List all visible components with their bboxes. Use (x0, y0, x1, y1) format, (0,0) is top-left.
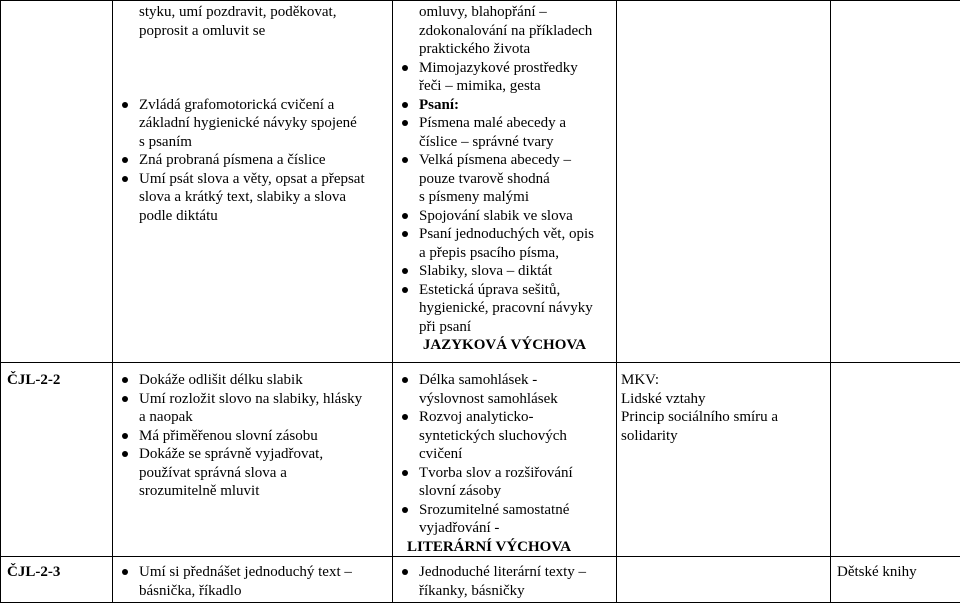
table-row (1, 363, 960, 557)
continuation-line (113, 59, 392, 78)
continuation-line: používat správná slova a (113, 464, 392, 483)
bullet-item: Slabiky, slova – diktát (393, 262, 616, 281)
outcomes-cell (113, 557, 393, 603)
content-cell (393, 1, 617, 363)
continuation-line (113, 40, 392, 59)
continuation-line: srozumitelně mluvit (113, 482, 392, 501)
continuation-line: zdokonalování na příkladech (393, 22, 616, 41)
outcomes-cell (113, 1, 393, 363)
reading-note: Dětské knihy (837, 564, 917, 580)
continuation-line: říkanky, básničky (393, 582, 616, 601)
outcomes-cell (113, 363, 393, 557)
code-cell (1, 557, 113, 603)
section-heading: LITERÁRNÍ VÝCHOVA (393, 538, 616, 557)
note-cell (831, 363, 960, 557)
table-row (1, 557, 960, 603)
cross-curricular-label: MKV: (621, 371, 830, 390)
continuation-line: poprosit a omluvit se (113, 22, 392, 41)
outcomes-list (113, 3, 392, 225)
code-cell (1, 1, 113, 363)
code-cell (1, 363, 113, 557)
bullet-item: Dokáže se správně vyjadřovat, (113, 445, 392, 464)
cross-curricular-topic: Lidské vztahy (621, 390, 830, 409)
bullet-item: Srozumitelné samostatné (393, 501, 616, 520)
continuation-line: hygienické, pracovní návyky (393, 299, 616, 318)
cross-curricular-topic: Princip sociálního smíru a (621, 408, 830, 427)
cross-curricular-topics (621, 371, 830, 445)
bullet-item: Rozvoj analyticko- (393, 408, 616, 427)
bullet-item: Umí rozložit slovo na slabiky, hlásky (113, 390, 392, 409)
continuation-line: básnička, říkadlo (113, 582, 392, 601)
note-cell (831, 557, 960, 603)
bullet-item: Tvorba slov a rozšiřování (393, 464, 616, 483)
outcomes-list (113, 563, 392, 600)
bullet-item: Psaní jednoduchých vět, opis (393, 225, 616, 244)
cross-cell (617, 1, 831, 363)
continuation-line: cvičení (393, 445, 616, 464)
continuation-line: vyjadřování - (393, 519, 616, 538)
continuation-line: pouze tvarově shodná (393, 170, 616, 189)
bullet-item: Velká písmena abecedy – (393, 151, 616, 170)
continuation-line: slovní zásoby (393, 482, 616, 501)
continuation-line: omluvy, blahopřání – (393, 3, 616, 22)
content-list (393, 371, 616, 538)
cross-cell (617, 363, 831, 557)
continuation-line: praktického života (393, 40, 616, 59)
continuation-line: podle diktátu (113, 207, 392, 226)
continuation-line: při psaní (393, 318, 616, 337)
continuation-line: číslice – správné tvary (393, 133, 616, 152)
continuation-line: a přepis psacího písma, (393, 244, 616, 263)
bullet-item: Jednoduché literární texty – (393, 563, 616, 582)
continuation-line: syntetických sluchových (393, 427, 616, 446)
bullet-item: Umí si přednášet jednoduchý text – (113, 563, 392, 582)
outcomes-list (113, 371, 392, 501)
content-cell (393, 363, 617, 557)
continuation-line: a naopak (113, 408, 392, 427)
note-cell (831, 1, 960, 363)
content-cell (393, 557, 617, 603)
bullet-item: Umí psát slova a věty, opsat a přepsat (113, 170, 392, 189)
section-heading: JAZYKOVÁ VÝCHOVA (393, 336, 616, 355)
continuation-line: slova a krátký text, slabiky a slova (113, 188, 392, 207)
bullet-item: Mimojazykové prostředky (393, 59, 616, 78)
continuation-line (113, 77, 392, 96)
cross-curricular-topic: solidarity (621, 427, 830, 446)
outcome-code: ČJL-2-2 (7, 372, 60, 388)
continuation-line: s psaním (113, 133, 392, 152)
bullet-item: Písmena malé abecedy a (393, 114, 616, 133)
outcome-code: ČJL-2-3 (7, 564, 60, 580)
bullet-item: Zná probraná písmena a číslice (113, 151, 392, 170)
cross-cell (617, 557, 831, 603)
bullet-item: Spojování slabik ve slova (393, 207, 616, 226)
continuation-line: základní hygienické návyky spojené (113, 114, 392, 133)
bullet-item: Estetická úprava sešitů, (393, 281, 616, 300)
content-list (393, 563, 616, 600)
bullet-item: Má přiměřenou slovní zásobu (113, 427, 392, 446)
bullet-item: Psaní: (393, 96, 616, 115)
continuation-line: výslovnost samohlásek (393, 390, 616, 409)
bullet-item: Dokáže odlišit délku slabik (113, 371, 392, 390)
bullet-item: Zvládá grafomotorická cvičení a (113, 96, 392, 115)
continuation-line: s písmeny malými (393, 188, 616, 207)
continuation-line: styku, umí pozdravit, poděkovat, (113, 3, 392, 22)
bullet-item: Délka samohlásek - (393, 371, 616, 390)
content-list (393, 3, 616, 336)
continuation-line: řeči – mimika, gesta (393, 77, 616, 96)
table-row (1, 1, 960, 363)
